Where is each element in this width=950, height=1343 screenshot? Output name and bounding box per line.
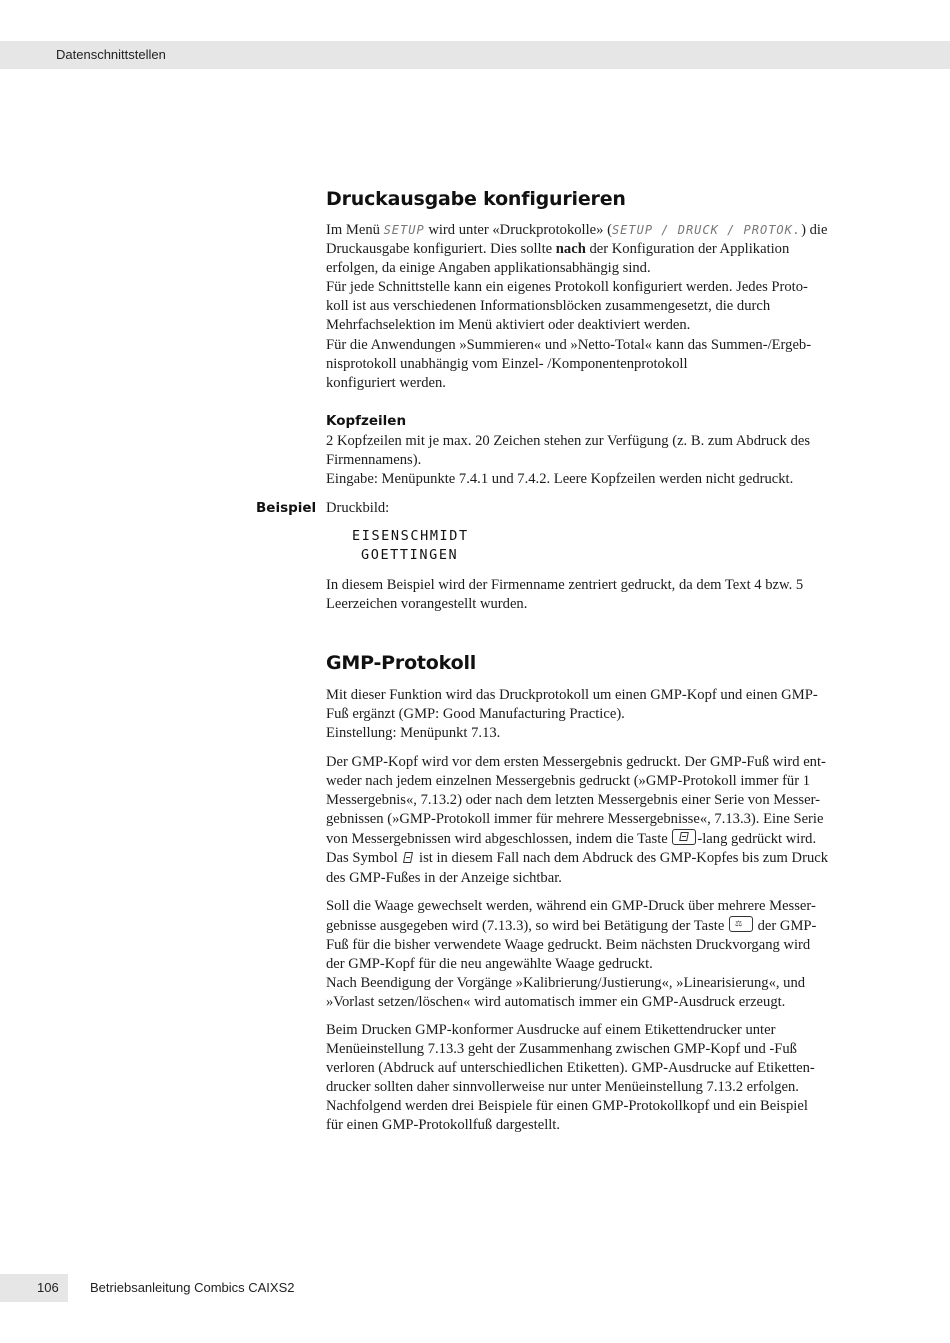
text-line: Menüeinstellung 7.13.3 geht der Zusammenhang zwischen GMP-Kopf und -Fuß — [326, 1041, 797, 1058]
text-line: Beim Drucken GMP-konformer Ausdrucke auf einem Etikettendrucker unter — [326, 1022, 776, 1038]
text-line: Soll die Waage gewechselt werden, während ein GMP-Druck über mehrere Messer- — [326, 898, 816, 914]
running-header: Datenschnittstellen — [56, 47, 166, 62]
text-line: Leerzeichen vorangestellt wurden. — [326, 596, 528, 613]
text-line: Mehrfachselektion im Menü aktiviert oder deaktiviert werden. — [326, 317, 691, 334]
text-line: Fuß für die bisher verwendete Waage gedruckt. Beim nächsten Druckvorgang wird — [326, 937, 811, 954]
text-line: erfolgen, da einige Angaben applikationsabhängig sind. — [326, 260, 651, 277]
text-line: Für jede Schnittstelle kann ein eigenes Protokoll konfiguriert werden. Jedes Proto- — [326, 279, 808, 296]
section-title-gmp-protokoll: GMP-Protokoll — [326, 652, 477, 674]
text-line: In diesem Beispiel wird der Firmenname zentriert gedruckt, da dem Text 4 bzw. 5 — [326, 577, 804, 593]
text-line: »Vorlast setzen/löschen« wird automatisch immer ein GMP-Ausdruck erzeugt. — [326, 994, 786, 1011]
text-line: 2 Kopfzeilen mit je max. 20 Zeichen stehen zur Verfügung (z. B. zum Abdruck des — [326, 433, 811, 449]
text-line: Für die Anwendungen »Summieren« und »Netto-Total« kann das Summen-/Ergeb- — [326, 336, 812, 353]
subheading-kopfzeilen: Kopfzeilen — [326, 413, 407, 429]
paragraph-gmp-kopf-fuss — [326, 753, 871, 888]
text-line: von Messergebnissen wird abgeschlossen, indem die Taste -lang gedrückt wird. — [326, 831, 817, 848]
text-line: des GMP-Fußes in der Anzeige sichtbar. — [326, 869, 562, 886]
text-line: gebnisse ausgegeben wird (7.13.3), so wird bei Betätigung der Taste ⚖ der GMP- — [326, 918, 817, 935]
text-line: Firmennamens). — [326, 452, 422, 469]
emphasis-nach: nach — [555, 241, 586, 258]
text-line: Im Menü SETUP wird unter «Druckprotokolle» (SETUP / DRUCK / PROTOK.) die — [326, 222, 828, 238]
text-line: Der GMP-Kopf wird vor dem ersten Messergebnis gedruckt. Der GMP-Fuß wird ent- — [326, 754, 826, 770]
text-line: weder nach jedem einzelnen Messergebnis gedruckt (»GMP-Protokoll immer für 1 — [326, 773, 811, 790]
lcd-setup-text: SETUP — [383, 223, 425, 237]
text-line: verloren (Abdruck auf unterschiedlichen Etiketten). GMP-Ausdrucke auf Etiketten- — [326, 1060, 815, 1077]
text-line: nisprotokoll unabhängig vom Einzel- /Komponentenprotokoll — [326, 355, 688, 372]
text-line: koll ist aus verschiedenen Informationsblöcken zusammengesetzt, die durch — [326, 298, 771, 315]
text-line: der GMP-Kopf für die neu angewählte Waage gedruckt. — [326, 956, 653, 973]
footer-document-title: Betriebsanleitung Combics CAIXS2 — [90, 1280, 295, 1295]
paragraph-druckausgabe-intro — [326, 221, 871, 393]
text-line: Messergebnis«, 7.13.2) oder nach dem letzten Messergebnis einer Serie von Messer- — [326, 792, 821, 809]
paragraph-kopfzeilen — [326, 432, 871, 489]
lcd-menu-path-text: SETUP / DRUCK / PROTOK. — [611, 223, 802, 237]
text-druckbild: Druckbild: — [326, 500, 390, 516]
text-line: Nachfolgend werden drei Beispiele für einen GMP-Protokollkopf und ein Beispiel — [326, 1098, 808, 1115]
gmp-symbol-icon — [403, 852, 413, 863]
scale-switch-key-icon: ⚖ — [729, 916, 753, 932]
print-key-icon — [672, 829, 696, 845]
text-line: Das Symbol ist in diesem Fall nach dem Abdruck des GMP-Kopfes bis zum Druck — [326, 850, 829, 867]
text-line: Nach Beendigung der Vorgänge »Kalibrierung/Justierung«, »Linearisierung«, und — [326, 975, 806, 992]
text-line: Einstellung: Menüpunkt 7.13. — [326, 725, 501, 742]
print-sample-line-1: EISENSCHMIDT — [352, 528, 469, 544]
paragraph-gmp-etikettendrucker — [326, 1021, 871, 1136]
text-line: Mit dieser Funktion wird das Druckprotokoll um einen GMP-Kopf und einen GMP- — [326, 687, 818, 703]
side-label-beispiel: Beispiel — [256, 500, 317, 516]
text-line: drucker sollten daher sinnvollerweise nur unter Menüeinstellung 7.13.2 erfolgen. — [326, 1079, 799, 1096]
paragraph-gmp-waage-wechsel — [326, 897, 871, 1013]
text-line: Eingabe: Menüpunkte 7.4.1 und 7.4.2. Leere Kopfzeilen werden nicht gedruckt. — [326, 471, 794, 488]
text-line: Fuß ergänzt (GMP: Good Manufacturing Practice). — [326, 706, 625, 723]
text-line: konfiguriert werden. — [326, 374, 446, 391]
section-title-druckausgabe: Druckausgabe konfigurieren — [326, 188, 626, 210]
paragraph-beispiel-explanation — [326, 576, 871, 614]
text-line: für einen GMP-Protokollfuß dargestellt. — [326, 1117, 561, 1134]
print-sample-line-2: GOETTINGEN — [361, 547, 459, 563]
text-line: gebnissen (»GMP-Protokoll immer für mehrere Messergebnisse«, 7.13.3). Eine Serie — [326, 811, 824, 828]
paragraph-gmp-intro — [326, 686, 871, 743]
page-number: 106 — [37, 1280, 59, 1295]
text-line: Druckausgabe konfiguriert. Dies sollte nach der Konfiguration der Applikation — [326, 241, 790, 258]
